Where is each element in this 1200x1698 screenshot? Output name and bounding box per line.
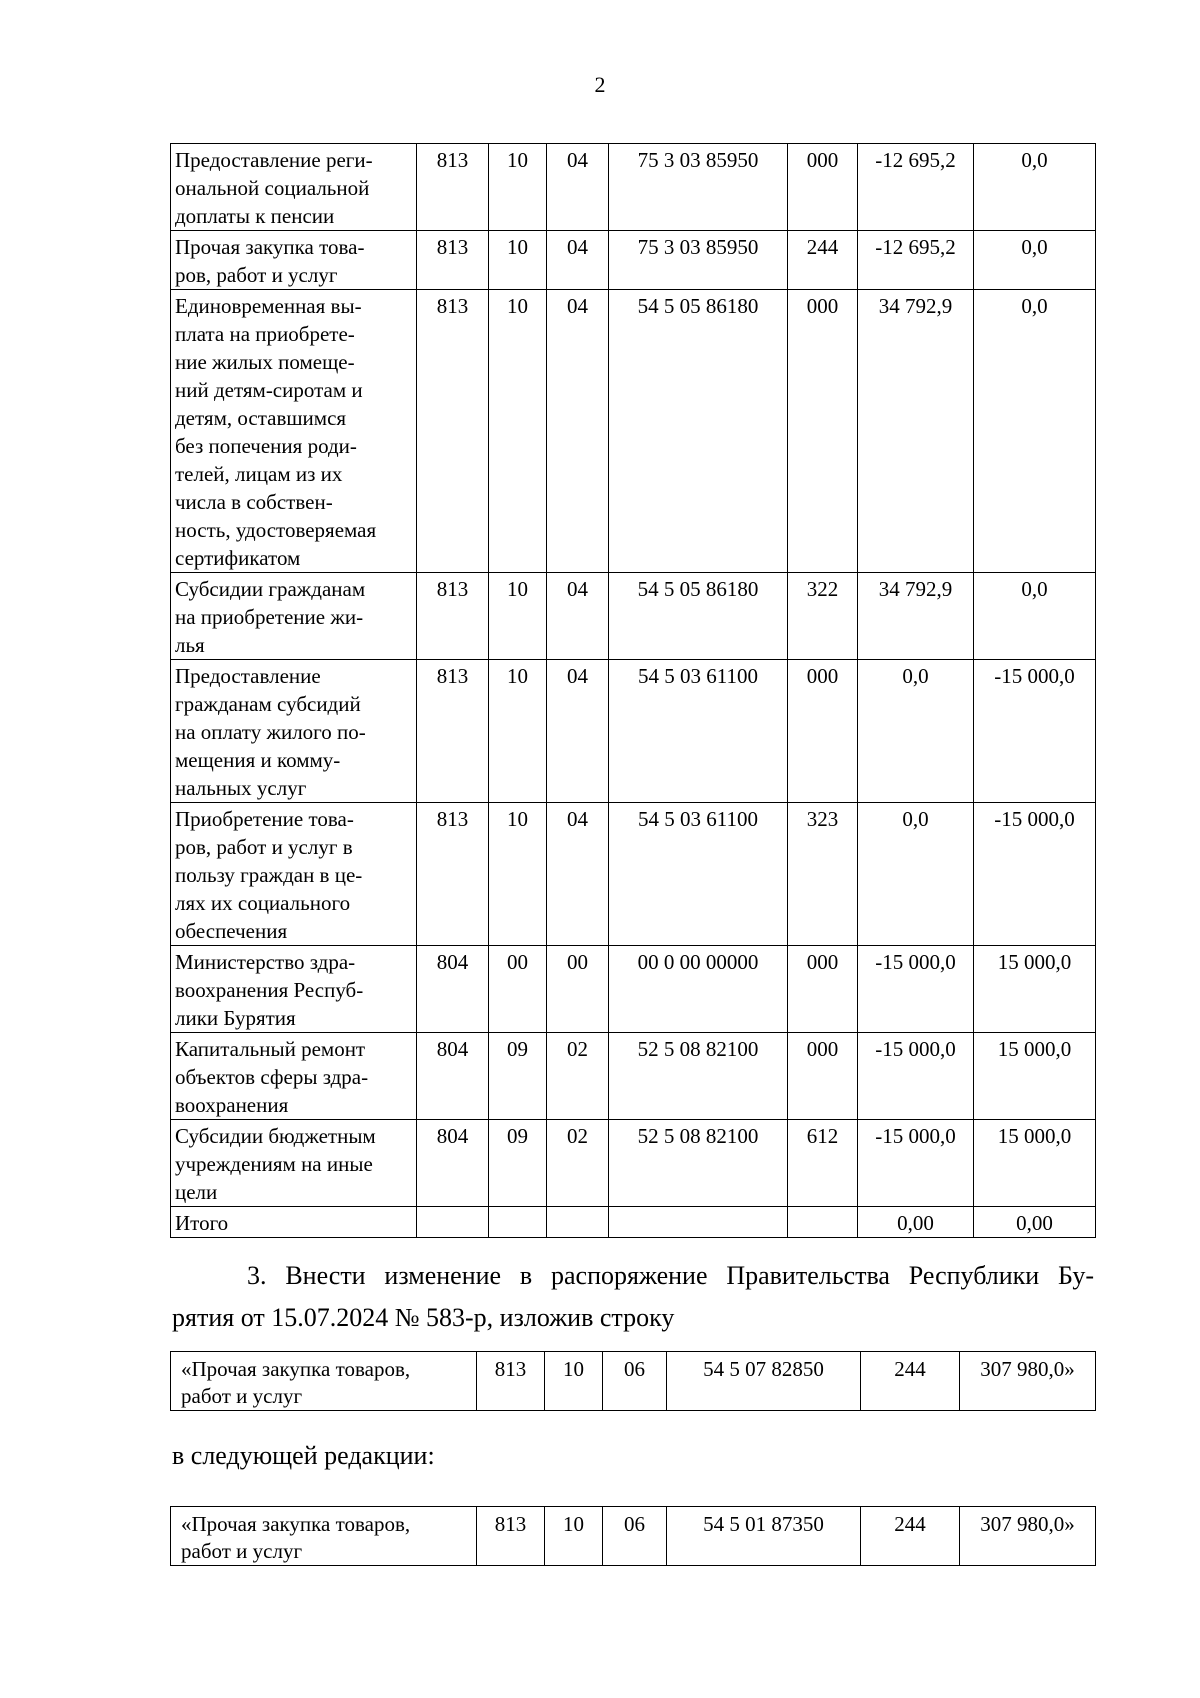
row-label-cell	[171, 946, 417, 1033]
row-label-line: «Прочая закупка товаров,	[181, 1512, 411, 1536]
section-code-cell: 10	[489, 290, 547, 573]
target-code-cell: 52 5 08 82100	[609, 1033, 788, 1120]
subsection-code-cell: 04	[547, 231, 609, 290]
row-label-line: цели	[175, 1180, 218, 1204]
row-label-line: Приобретение това-	[175, 807, 354, 831]
table-row	[171, 1507, 1096, 1566]
row-label-line: лях их социального	[175, 891, 351, 915]
amount-cell: -12 695,2	[858, 144, 974, 231]
empty-cell	[417, 1207, 489, 1238]
row-label-line: работ и услуг	[181, 1539, 303, 1563]
amount-cell: -15 000,0	[974, 660, 1096, 803]
row-label-cell	[171, 1352, 477, 1411]
page-number: 2	[594, 72, 606, 97]
target-code-cell: 54 5 05 86180	[609, 290, 788, 573]
amount-cell: -12 695,2	[858, 231, 974, 290]
row-label-line: воохранения Респуб-	[175, 978, 364, 1002]
paragraph-3-line-2: рятия от 15.07.2024 № 583-р, изложив строку	[172, 1303, 675, 1332]
row-label-line: пользу граждан в це-	[175, 863, 363, 887]
amount-cell: 0,0	[974, 573, 1096, 660]
section-code-cell: 00	[489, 946, 547, 1033]
section-code-cell: 10	[489, 144, 547, 231]
amount-cell: 15 000,0	[974, 1033, 1096, 1120]
target-code-cell: 52 5 08 82100	[609, 1120, 788, 1207]
amount-cell: 0,0	[974, 231, 1096, 290]
kind-code-cell: 000	[788, 290, 858, 573]
row-label-line: на приобретение жи-	[175, 605, 364, 629]
row-label-cell	[171, 660, 417, 803]
amount-cell: 15 000,0	[974, 946, 1096, 1033]
admin-code-cell: 804	[417, 1120, 489, 1207]
budget-changes-table	[170, 143, 1096, 1238]
target-code-cell: 54 5 01 87350	[667, 1507, 861, 1566]
kind-code-cell: 000	[788, 946, 858, 1033]
row-label-line: Субсидии бюджетным	[175, 1124, 376, 1148]
row-label-cell	[171, 231, 417, 290]
old-row-table	[170, 1351, 1096, 1411]
row-label-line: Единовременная вы-	[175, 294, 362, 318]
admin-code-cell: 813	[417, 660, 489, 803]
kind-code-cell: 244	[861, 1507, 960, 1566]
table-row	[171, 290, 1096, 573]
subsection-code-cell: 06	[603, 1352, 667, 1411]
amount-cell: 0,0	[974, 144, 1096, 231]
row-label-line: Прочая закупка това-	[175, 235, 365, 259]
total-row	[171, 1207, 1096, 1238]
row-label-cell	[171, 1120, 417, 1207]
total-amount-cell: 0,00	[858, 1207, 974, 1238]
admin-code-cell: 813	[477, 1507, 545, 1566]
amount-cell: 307 980,0»	[960, 1352, 1096, 1411]
paragraph-3-line-1: 3. Внести изменение в распоряжение Правительства Республики Бу-	[247, 1261, 1094, 1290]
row-label-line: «Прочая закупка товаров,	[181, 1357, 411, 1381]
kind-code-cell: 000	[788, 1033, 858, 1120]
table-row	[171, 660, 1096, 803]
subsection-code-cell: 02	[547, 1120, 609, 1207]
next-edition-text: в следующей редакции:	[172, 1441, 435, 1470]
row-label-line: мещения и комму-	[175, 748, 341, 772]
row-label-cell	[171, 803, 417, 946]
amount-cell: 34 792,9	[858, 573, 974, 660]
kind-code-cell: 244	[861, 1352, 960, 1411]
amount-cell: -15 000,0	[974, 803, 1096, 946]
row-label-line: гражданам субсидий	[175, 692, 361, 716]
row-label-line: ональной социальной	[175, 176, 370, 200]
row-label-line: Субсидии гражданам	[175, 577, 366, 601]
amount-cell: 15 000,0	[974, 1120, 1096, 1207]
amount-cell: -15 000,0	[858, 1120, 974, 1207]
target-code-cell: 54 5 03 61100	[609, 803, 788, 946]
row-label-line: объектов сферы здра-	[175, 1065, 369, 1089]
target-code-cell: 00 0 00 00000	[609, 946, 788, 1033]
row-label-line: числа в собствен-	[175, 490, 333, 514]
total-label-cell: Итого	[171, 1207, 417, 1238]
amount-cell: -15 000,0	[858, 946, 974, 1033]
row-label-line: детям, оставшимся	[175, 406, 347, 430]
row-label-line: Предоставление	[175, 664, 321, 688]
kind-code-cell: 244	[788, 231, 858, 290]
amount-cell: 307 980,0»	[960, 1507, 1096, 1566]
row-label-line: доплаты к пенсии	[175, 204, 335, 228]
row-label-line: телей, лицам из их	[175, 462, 343, 486]
table-row	[171, 803, 1096, 946]
table-row	[171, 1033, 1096, 1120]
row-label-line: Предоставление реги-	[175, 148, 373, 172]
section-code-cell: 10	[489, 660, 547, 803]
amount-cell: 0,0	[858, 803, 974, 946]
target-code-cell: 54 5 05 86180	[609, 573, 788, 660]
admin-code-cell: 813	[417, 231, 489, 290]
amount-cell: 0,0	[974, 290, 1096, 573]
total-amount-cell: 0,00	[974, 1207, 1096, 1238]
row-label-line: воохранения	[175, 1093, 289, 1117]
subsection-code-cell: 02	[547, 1033, 609, 1120]
section-code-cell: 10	[545, 1507, 603, 1566]
row-label-line: лики Бурятия	[175, 1006, 296, 1030]
kind-code-cell: 322	[788, 573, 858, 660]
row-label-line: ров, работ и услуг в	[175, 835, 353, 859]
row-label-line: ров, работ и услуг	[175, 263, 338, 287]
paragraph-3	[172, 1255, 1094, 1339]
row-label-line: обеспечения	[175, 919, 288, 943]
subsection-code-cell: 04	[547, 660, 609, 803]
kind-code-cell: 612	[788, 1120, 858, 1207]
row-label-line: Министерство здра-	[175, 950, 356, 974]
section-code-cell: 09	[489, 1120, 547, 1207]
row-label-cell	[171, 573, 417, 660]
admin-code-cell: 813	[417, 573, 489, 660]
subsection-code-cell: 04	[547, 290, 609, 573]
table-row	[171, 231, 1096, 290]
row-label-line: нальных услуг	[175, 776, 307, 800]
row-label-line: без попечения роди-	[175, 434, 357, 458]
empty-cell	[547, 1207, 609, 1238]
row-label-line: лья	[175, 633, 205, 657]
target-code-cell: 54 5 03 61100	[609, 660, 788, 803]
row-label-line: Капитальный ремонт	[175, 1037, 366, 1061]
subsection-code-cell: 04	[547, 573, 609, 660]
amount-cell: 34 792,9	[858, 290, 974, 573]
row-label-cell	[171, 1033, 417, 1120]
subsection-code-cell: 00	[547, 946, 609, 1033]
subsection-code-cell: 04	[547, 144, 609, 231]
kind-code-cell: 323	[788, 803, 858, 946]
table-row	[171, 1352, 1096, 1411]
table-row	[171, 946, 1096, 1033]
admin-code-cell: 813	[417, 290, 489, 573]
admin-code-cell: 813	[417, 803, 489, 946]
table-row	[171, 144, 1096, 231]
section-code-cell: 10	[489, 573, 547, 660]
new-row-table	[170, 1506, 1096, 1566]
admin-code-cell: 813	[477, 1352, 545, 1411]
admin-code-cell: 804	[417, 946, 489, 1033]
row-label-line: работ и услуг	[181, 1384, 303, 1408]
section-code-cell: 10	[545, 1352, 603, 1411]
amount-cell: 0,0	[858, 660, 974, 803]
section-code-cell: 09	[489, 1033, 547, 1120]
subsection-code-cell: 06	[603, 1507, 667, 1566]
section-code-cell: 10	[489, 803, 547, 946]
row-label-line: ний детям-сиротам и	[175, 378, 363, 402]
admin-code-cell: 813	[417, 144, 489, 231]
row-label-line: плата на приобрете-	[175, 322, 355, 346]
row-label-cell	[171, 144, 417, 231]
empty-cell	[489, 1207, 547, 1238]
row-label-cell	[171, 290, 417, 573]
subsection-code-cell: 04	[547, 803, 609, 946]
amount-cell: -15 000,0	[858, 1033, 974, 1120]
kind-code-cell: 000	[788, 660, 858, 803]
budget-changes-table-body	[171, 144, 1096, 1238]
target-code-cell: 75 3 03 85950	[609, 144, 788, 231]
table-row	[171, 573, 1096, 660]
row-label-line: учреждениям на иные	[175, 1152, 373, 1176]
empty-cell	[788, 1207, 858, 1238]
table-row	[171, 1120, 1096, 1207]
admin-code-cell: 804	[417, 1033, 489, 1120]
kind-code-cell: 000	[788, 144, 858, 231]
row-label-line: ность, удостоверяемая	[175, 518, 377, 542]
row-label-line: на оплату жилого по-	[175, 720, 366, 744]
row-label-cell	[171, 1507, 477, 1566]
target-code-cell: 54 5 07 82850	[667, 1352, 861, 1411]
row-label-line: сертификатом	[175, 546, 301, 570]
target-code-cell: 75 3 03 85950	[609, 231, 788, 290]
empty-cell	[609, 1207, 788, 1238]
row-label-line: ние жилых помеще-	[175, 350, 355, 374]
section-code-cell: 10	[489, 231, 547, 290]
